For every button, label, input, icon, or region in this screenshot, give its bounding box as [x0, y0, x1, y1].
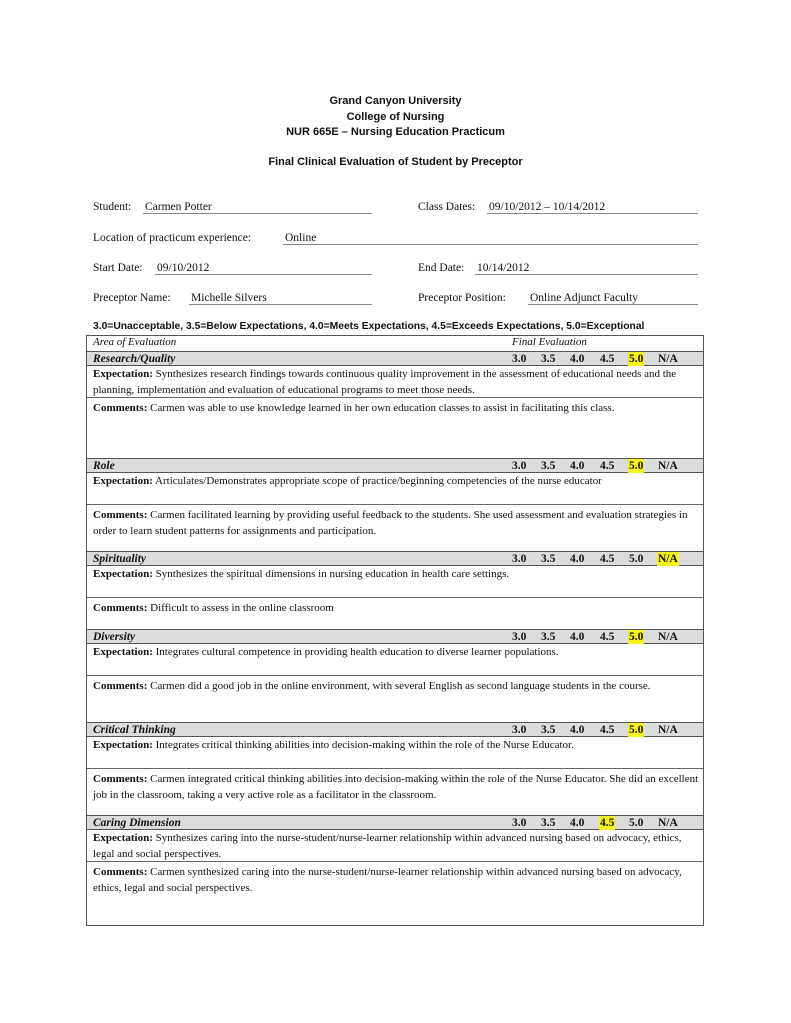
preceptor-position-underline — [528, 304, 698, 305]
location-value: Online — [285, 232, 317, 244]
row-divider — [87, 861, 703, 862]
selected-score: 5.0 — [629, 353, 644, 365]
preceptor-name-value: Michelle Silvers — [191, 292, 267, 304]
start-date-label: Start Date: — [93, 262, 143, 274]
score-option: N/A — [658, 631, 678, 643]
section-title: Critical Thinking — [93, 724, 176, 736]
score-option: 4.5 — [600, 353, 615, 365]
score-option: 3.5 — [541, 460, 556, 472]
comments-text: Comments: Carmen did a good job in the online environment, with several English as second language students in the course. — [93, 680, 651, 692]
preceptor-name-underline — [189, 304, 372, 305]
expectation-label: Expectation: — [93, 368, 153, 380]
end-date-label: End Date: — [418, 262, 465, 274]
score-option: 3.5 — [541, 724, 556, 736]
start-date-underline — [155, 274, 372, 275]
section-header-spirituality — [87, 551, 703, 566]
expectation-text: Expectation: Integrates cultural competence in providing health education to diverse learner populations. — [93, 646, 559, 658]
section-title: Diversity — [93, 631, 136, 643]
comments-label: Comments: — [93, 402, 148, 414]
score-option: 4.0 — [570, 631, 585, 643]
selected-score: 5.0 — [629, 631, 644, 643]
section-title: Spirituality — [93, 553, 147, 565]
score-option: 4.0 — [570, 724, 585, 736]
location-label: Location of practicum experience: — [93, 232, 252, 244]
expectation-text: Expectation: Integrates critical thinking abilities into decision-making within the role of the Nurse Educator. — [93, 739, 574, 751]
score-option: 5.0 — [629, 553, 644, 565]
score-option: 3.0 — [512, 724, 527, 736]
form-title: Final Clinical Evaluation of Student by Preceptor — [268, 156, 523, 168]
selected-score: 5.0 — [629, 724, 644, 736]
expectation-text: Expectation: Synthesizes caring into the nurse-student/nurse-learner relationship within advanced nursing based on advocacy, ethics, legal and social perspectives. — [93, 832, 682, 860]
comments-text: Comments: Carmen was able to use knowledge learned in her own education classes to assist in facilitating this class. — [93, 402, 615, 414]
score-option: 4.0 — [570, 353, 585, 365]
comments-label: Comments: — [93, 773, 148, 785]
score-option: 4.0 — [570, 553, 585, 565]
class-dates-label: Class Dates: — [418, 201, 476, 213]
score-option: N/A — [658, 817, 678, 829]
comments-text: Comments: Carmen integrated critical thinking abilities into decision-making within the role of the Nurse Educator. She did an excellent job in the classroom, taking a very active role as a facilitator in the classroom. — [93, 773, 699, 801]
score-option: 3.0 — [512, 817, 527, 829]
class-dates-value: 09/10/2012 – 10/14/2012 — [489, 201, 606, 213]
expectation-label: Expectation: — [93, 568, 153, 580]
row-divider — [87, 504, 703, 505]
comments-text: Comments: Carmen facilitated learning by providing useful feedback to the students. She used assessment and evaluation strategies in order to learn student patterns for assignments and participation. — [93, 509, 688, 537]
course-name: NUR 665E – Nursing Education Practicum — [286, 126, 505, 138]
score-option: 3.5 — [541, 353, 556, 365]
selected-score: 5.0 — [629, 460, 644, 472]
row-divider — [87, 597, 703, 598]
score-option: 4.5 — [600, 460, 615, 472]
score-option: 4.5 — [600, 553, 615, 565]
section-header-diversity — [87, 629, 703, 644]
score-option: 4.5 — [600, 631, 615, 643]
comments-text: Comments: Difficult to assess in the online classroom — [93, 602, 334, 614]
section-header-research-quality — [87, 351, 703, 366]
preceptor-position-label: Preceptor Position: — [418, 292, 506, 304]
score-option: 3.0 — [512, 460, 527, 472]
class-dates-underline — [487, 213, 698, 214]
comments-label: Comments: — [93, 602, 148, 614]
score-option: 4.0 — [570, 817, 585, 829]
score-option: 4.0 — [570, 460, 585, 472]
comments-label: Comments: — [93, 509, 148, 521]
selected-score: 4.5 — [600, 817, 615, 829]
row-divider — [87, 768, 703, 769]
preceptor-position-value: Online Adjunct Faculty — [530, 292, 638, 304]
end-date-underline — [475, 274, 698, 275]
comments-label: Comments: — [93, 866, 148, 878]
college-name: College of Nursing — [346, 111, 445, 123]
score-option: 4.5 — [600, 724, 615, 736]
selected-score: N/A — [658, 553, 678, 565]
expectation-label: Expectation: — [93, 832, 153, 844]
table-header-row — [87, 336, 703, 350]
section-title: Role — [93, 460, 115, 472]
end-date-value: 10/14/2012 — [477, 262, 530, 274]
row-divider — [87, 397, 703, 398]
score-option: N/A — [658, 460, 678, 472]
expectation-label: Expectation: — [93, 646, 153, 658]
scale-legend: 3.0=Unacceptable, 3.5=Below Expectations, 4.0=Meets Expectations, 4.5=Exceeds Expectations, 5.0=Exceptional — [93, 321, 645, 332]
location-underline — [283, 244, 698, 245]
student-value: Carmen Potter — [145, 201, 212, 213]
section-header-caring-dimension — [87, 815, 703, 830]
expectation-text: Expectation: Synthesizes research findings towards continuous quality improvement in the assessment of educational needs and the planning, implementation and evaluation of educational programs to meet those needs. — [93, 368, 677, 396]
score-option: 5.0 — [629, 817, 644, 829]
section-header-critical-thinking — [87, 722, 703, 737]
score-option: N/A — [658, 353, 678, 365]
score-option: N/A — [658, 724, 678, 736]
final-evaluation-column-header: Final Evaluation — [512, 336, 587, 348]
expectation-label: Expectation: — [93, 475, 153, 487]
university-name: Grand Canyon University — [329, 95, 462, 107]
comments-label: Comments: — [93, 680, 148, 692]
evaluation-table — [86, 335, 704, 926]
score-option: 3.5 — [541, 553, 556, 565]
score-option: 3.0 — [512, 353, 527, 365]
score-option: 3.5 — [541, 631, 556, 643]
student-label: Student: — [93, 201, 132, 213]
section-title: Caring Dimension — [93, 817, 181, 829]
expectation-label: Expectation: — [93, 739, 153, 751]
row-divider — [87, 675, 703, 676]
score-option: 3.0 — [512, 553, 527, 565]
preceptor-name-label: Preceptor Name: — [93, 292, 171, 304]
score-option: 3.0 — [512, 631, 527, 643]
start-date-value: 09/10/2012 — [157, 262, 210, 274]
student-underline — [143, 213, 372, 214]
expectation-text: Expectation: Articulates/Demonstrates appropriate scope of practice/beginning competencies of the nurse educator — [93, 475, 602, 487]
expectation-text: Expectation: Synthesizes the spiritual dimensions in nursing education in health care settings. — [93, 568, 510, 580]
section-header-role — [87, 458, 703, 473]
area-column-header: Area of Evaluation — [93, 336, 177, 348]
score-option: 3.5 — [541, 817, 556, 829]
comments-text: Comments: Carmen synthesized caring into the nurse-student/nurse-learner relationship within advanced nursing based on advocacy, ethics, legal and social perspectives. — [93, 866, 682, 894]
section-title: Research/Quality — [93, 353, 176, 365]
